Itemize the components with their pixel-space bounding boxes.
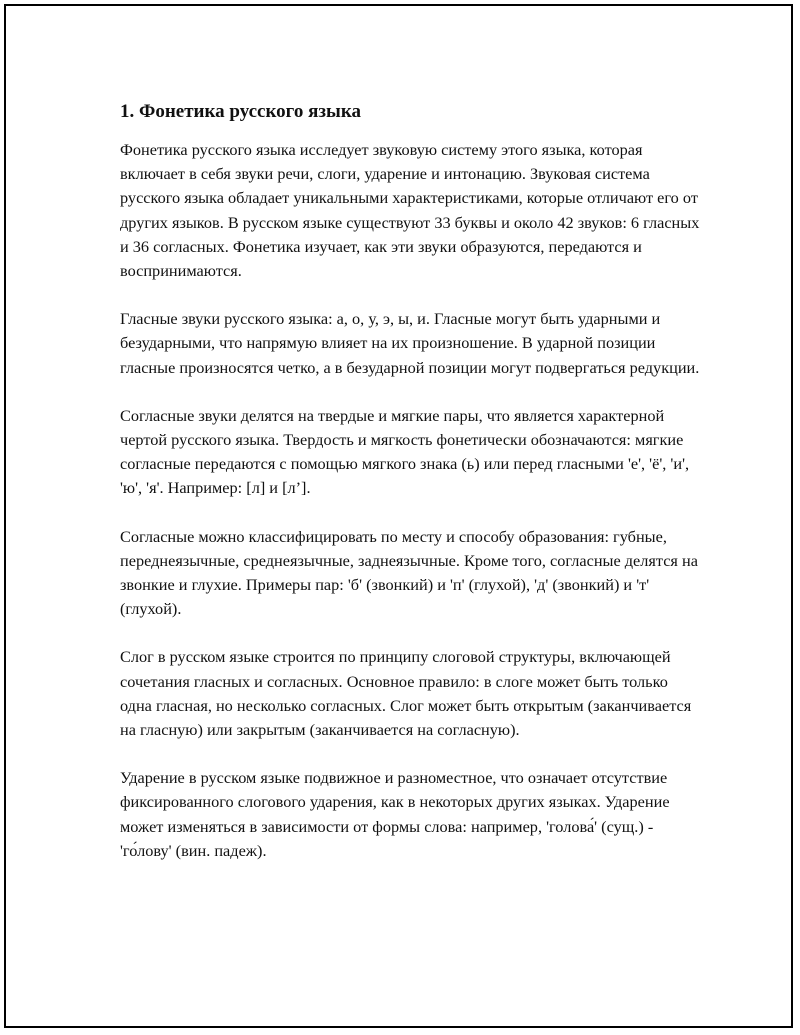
- document-body: [120, 98, 700, 887]
- paragraph-consonant-pairs: Согласные звуки делятся на твердые и мягкие пары, что является характерной чертой русского языка. Твердость и мягкость фонетически обозначаются: мягкие согласные передаются с помощью мягкого знака (ь) или перед гласными 'е', 'ё', 'и', 'ю', 'я'. Например: [л] и [л’].: [120, 405, 690, 498]
- paragraph-stress: Ударение в русском языке подвижное и разноместное, что означает отсутствие фиксированного слогового ударения, как в некоторых других языках. Ударение может изменяться в зависимости от формы слова: например, 'голова́' (сущ.) - 'го́лову' (вин. падеж).: [120, 768, 670, 860]
- paragraph-syllables: Слог в русском языке строится по принципу слоговой структуры, включающей сочетания гласных и согласных. Основное правило: в слоге может быть только одна гласная, но несколько согласных. Слог может быть открытым (заканчивается на гласную) или закрытым (заканчивается на согласную).: [120, 647, 692, 740]
- section-title: 1. Фонетика русского языка: [120, 101, 361, 122]
- paragraph-vowels: Гласные звуки русского языка: а, о, у, э, ы, и. Гласные могут быть ударными и безударными, что напрямую влияет на их произношение. В ударной позиции гласные произносятся четко, а в безударной позиции могут подвергаться редукции.: [120, 309, 700, 377]
- page-frame: [4, 4, 793, 1028]
- paragraph-consonant-classification: Согласные можно классифицировать по месту и способу образования: губные, переднеязычные, среднеязычные, заднеязычные. Кроме того, согласные делятся на звонкие и глухие. Примеры пар: 'б' (звонкий) и 'п' (глухой), 'д' (звонкий) и 'т' (глухой).: [120, 526, 698, 619]
- paragraph-intro: Фонетика русского языка исследует звуковую систему этого языка, которая включает в себя звуки речи, слоги, ударение и интонацию. Звуковая система русского языка обладает уникальными характеристиками, которые отличают его от других языков. В русском языке существуют 33 буквы и около 42 звуков: 6 гласных и 36 согласных. Фонетика изучает, как эти звуки образуются, передаются и воспринимаются.: [120, 140, 700, 281]
